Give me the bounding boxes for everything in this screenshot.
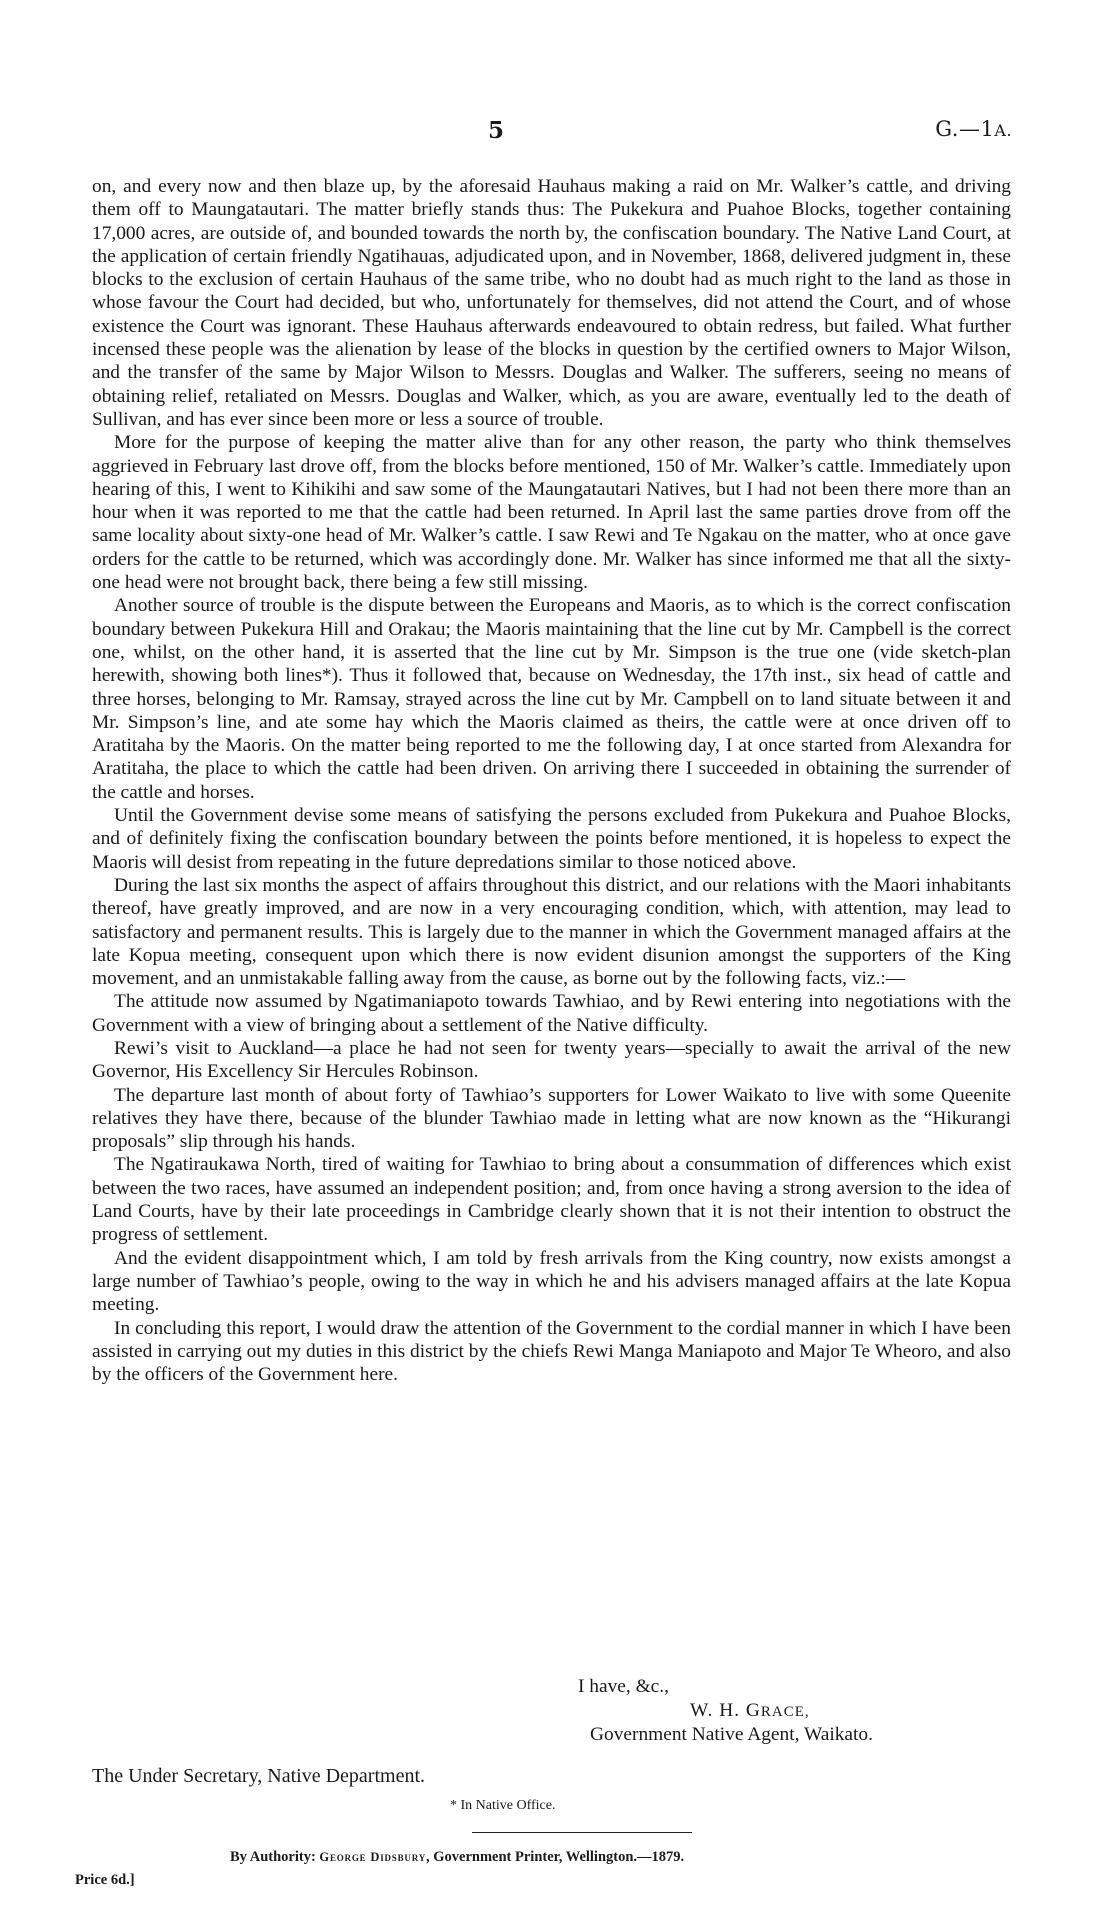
page-number: 5 bbox=[488, 117, 505, 144]
signatory-name bbox=[690, 1700, 810, 1722]
footnote: * In Native Office. bbox=[450, 1798, 556, 1813]
report-body bbox=[92, 175, 1011, 1386]
paragraph-9: The Ngatiraukawa North, tired of waiting for Tawhiao to bring about a consummation of differences which exist between the two races, have assumed an independent position; and, from once having a strong aversion to the idea of Land Courts, have by their late proceedings in Cambridge clearly shown that it is not their intention to obstruct the progress of settlement. bbox=[92, 1154, 1011, 1246]
signatory-title: Government Native Agent, Waikato. bbox=[590, 1724, 873, 1745]
paragraph-10: And the evident disappointment which, I am told by fresh arrivals from the King country, now exists amongst a large number of Tawhiao’s people, owing to the way in which he and his advisers managed affairs at the late Kopua meeting. bbox=[92, 1247, 1011, 1316]
price-label: Price 6d.] bbox=[75, 1872, 135, 1888]
page-header bbox=[0, 117, 1114, 147]
signatory-name-initials: W. H. G bbox=[690, 1700, 761, 1721]
paragraph-1: on, and every now and then blaze up, by the aforesaid Hauhaus making a raid on Mr. Walker’s cattle, and driving them off to Maungatautari. The matter briefly stands thus: The Pukekura and Puahoe Blocks, together containing 17,000 acres, are outside of, and bounded towards the north by, the confiscation boundary. The Native Land Court, at the application of certain friendly Ngatihauas, adjudicated upon, and in November, 1868, delivered judgment in, these blocks to the exclusion of certain Hauhaus of the same tribe, who no doubt had as much right to the land as those in whose favour the Court had decided, but who, unfortunately for themselves, did not attend the Court, and of whose existence the Court was ignorant. These Hauhaus afterwards endeavoured to obtain redress, but failed. What further incensed these people was the alienation by lease of the blocks in question by the certified owners to Major Wilson, and the transfer of the same by Major Wilson to Messrs. Douglas and Walker. The sufferers, seeing no means of obtaining relief, retaliated on Messrs. Douglas and Walker, which, as you are aware, eventually led to the death of Sullivan, and has ever since been more or less a source of trouble. bbox=[92, 176, 1011, 430]
paragraph-2: More for the purpose of keeping the matter alive than for any other reason, the party who think themselves aggrieved in February last drove off, from the blocks before mentioned, 150 of Mr. Walker’s cattle. Immediately upon hearing of this, I went to Kihikihi and saw some of the Maungatautari Natives, but I had not been there more than an hour when it was reported to me that the cattle had been returned. In April last the same parties drove from off the same locality about sixty-one head of Mr. Walker’s cattle. I saw Rewi and Te Ngakau on the matter, who at once gave orders for the cattle to be returned, which was accordingly done. Mr. Walker has since informed me that all the sixty-one head were not brought back, there being a few still missing. bbox=[92, 432, 1011, 594]
imprint-printer: George Didsbury bbox=[319, 1850, 426, 1864]
signatory-name-rest: RACE, bbox=[760, 1704, 810, 1720]
paragraph-5: During the last six months the aspect of affairs throughout this district, and our relations with the Maori inhabitants thereof, have greatly improved, and are now in a very encouraging condition, which, with attention, may lead to satisfactory and permanent results. This is largely due to the manner in which the Government managed affairs at the late Kopua meeting, consequent upon which there is now evident disunion amongst the supporters of the King movement, and an unmistakable falling away from the cause, as borne out by the following facts, viz.:— bbox=[92, 874, 1011, 990]
paragraph-11: In concluding this report, I would draw the attention of the Government to the cordial manner in which I have been assisted in carrying out my duties in this district by the chiefs Rewi Manga Maniapoto and Major Te Wheoro, and also by the officers of the Government here. bbox=[92, 1317, 1011, 1386]
closing-salutation: I have, &c., bbox=[578, 1676, 669, 1697]
document-ref-suffix: A. bbox=[994, 121, 1012, 140]
imprint-prefix: By Authority: bbox=[230, 1849, 320, 1865]
document-ref-main: G.—1 bbox=[935, 117, 995, 141]
paragraph-7: Rewi’s visit to Auckland—a place he had not seen for twenty years—specially to await the arrival of the new Governor, His Excellency Sir Hercules Robinson. bbox=[92, 1037, 1011, 1083]
imprint-suffix: , Government Printer, Wellington.—1879. bbox=[426, 1849, 685, 1865]
footer-rule bbox=[472, 1832, 692, 1833]
printer-imprint bbox=[230, 1849, 684, 1866]
paragraph-3: Another source of trouble is the dispute between the Europeans and Maoris, as to which is the correct confiscation boundary between Pukekura Hill and Orakau; the Maoris maintaining that the line cut by Mr. Campbell is the correct one, whilst, on the other hand, it is asserted that the line cut by Mr. Simpson is the true one (vide sketch-plan herewith, showing both lines*). Thus it followed that, because on Wednesday, the 17th inst., six head of cattle and three horses, belonging to Mr. Ramsay, strayed across the line cut by Mr. Campbell on to land situate between it and Mr. Simpson’s line, and ate some hay which the Maoris claimed as theirs, the cattle were at once driven off to Aratitaha by the Maoris. On the matter being reported to me the following day, I at once started from Alexandra for Aratitaha, the place to which the cattle had been driven. On arriving there I succeeded in obtaining the surrender of the cattle and horses. bbox=[92, 595, 1011, 803]
addressee: The Under Secretary, Native Department. bbox=[92, 1765, 425, 1787]
document-reference bbox=[935, 117, 1012, 141]
paragraph-8: The departure last month of about forty of Tawhiao’s supporters for Lower Waikato to live with some Queenite relatives they have there, because of the blunder Tawhiao made in letting what are now known as the “Hikurangi proposals” slip through his hands. bbox=[92, 1084, 1011, 1153]
paragraph-6: The attitude now assumed by Ngatimaniapoto towards Tawhiao, and by Rewi entering into negotiations with the Government with a view of bringing about a settlement of the Native difficulty. bbox=[92, 991, 1011, 1036]
paragraph-4: Until the Government devise some means of satisfying the persons excluded from Pukekura and Puahoe Blocks, and of definitely fixing the confiscation boundary between the points before mentioned, it is hopeless to expect the Maoris will desist from repeating in the future depredations similar to those noticed above. bbox=[92, 805, 1011, 873]
